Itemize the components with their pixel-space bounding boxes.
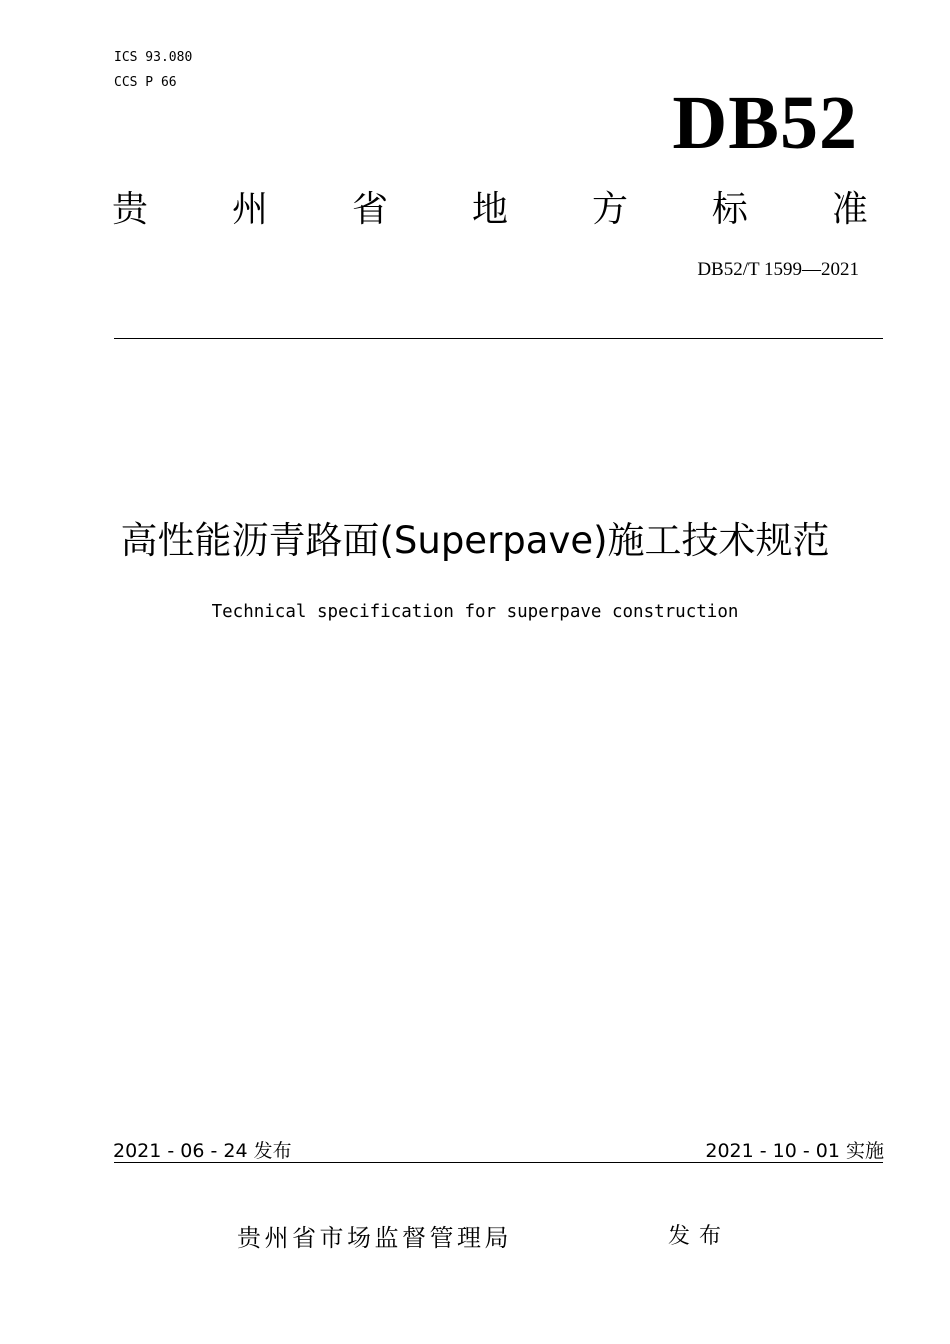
standard-type-char: 州: [231, 189, 268, 230]
standard-number: DB52/T 1599—2021: [697, 259, 859, 280]
publish-label: 发布: [668, 1224, 731, 1249]
standard-type-char: 贵: [112, 189, 149, 230]
standard-type-heading: [112, 182, 868, 238]
document-title-chinese: 高性能沥青路面(Superpave)施工技术规范: [120, 519, 830, 562]
standard-type-char: 方: [591, 189, 628, 230]
standard-type-char: 省: [351, 189, 388, 230]
issuing-authority: 贵州省市场监督管理局: [237, 1224, 512, 1252]
header-divider: [114, 338, 883, 339]
issue-date: 2021 - 06 - 24 发布: [113, 1140, 292, 1162]
standard-mark: DB52: [672, 81, 858, 165]
document-title-english: Technical specification for superpave construction: [211, 602, 739, 622]
implementation-date: 2021 - 10 - 01 实施: [705, 1140, 884, 1162]
standard-type-char: 准: [831, 189, 868, 230]
standard-type-char: 地: [471, 189, 508, 230]
footer-divider: [114, 1162, 883, 1163]
ics-code: ICS 93.080: [114, 50, 193, 65]
ccs-code: CCS P 66: [114, 75, 177, 90]
standard-type-char: 标: [711, 189, 748, 230]
